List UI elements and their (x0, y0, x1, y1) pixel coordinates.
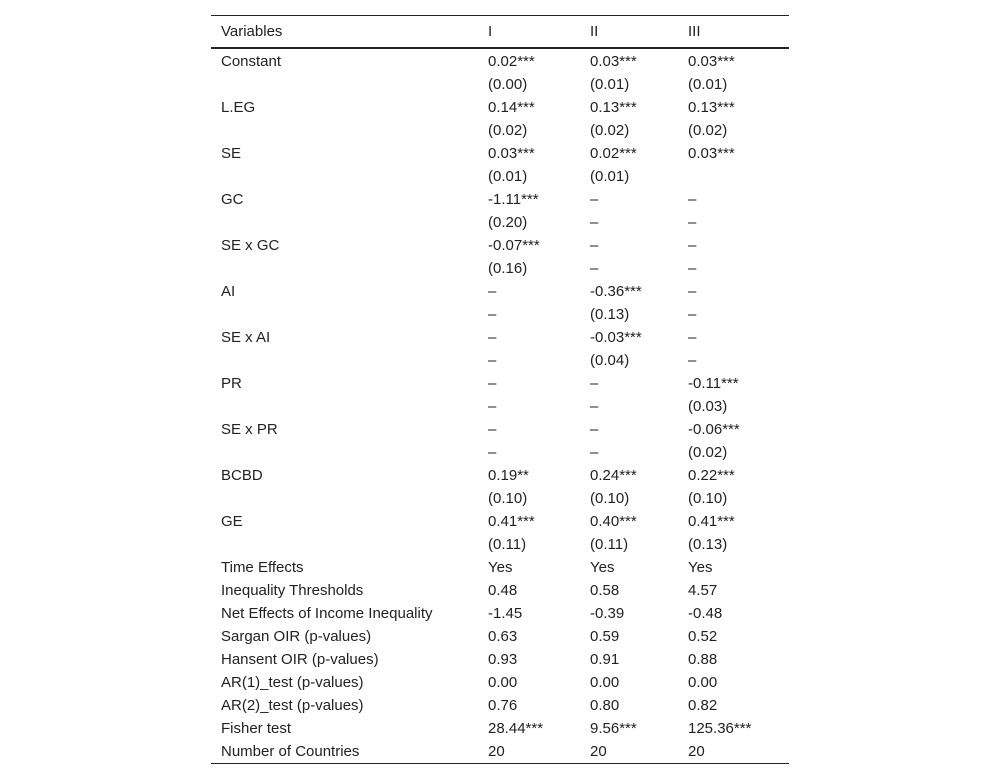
cell-model-iii: Yes (688, 559, 713, 576)
table-row (211, 556, 789, 579)
cell-model-iii: (0.01) (688, 76, 728, 93)
cell-variable (211, 119, 488, 142)
cell-variable: Sargan OIR (p-values) (221, 628, 372, 645)
cell-model-ii: (0.04) (590, 352, 630, 369)
table-row (211, 510, 789, 533)
cell-model-ii: 0.03*** (590, 53, 637, 70)
header-model-i: I (488, 16, 590, 49)
cell-model-ii: – (590, 260, 599, 277)
table-row (211, 48, 789, 73)
cell-model-i: – (488, 329, 497, 346)
cell-model-iii: (0.13) (688, 536, 728, 553)
table-row (211, 671, 789, 694)
cell-model-ii: 20 (590, 740, 688, 764)
cell-model-ii: – (590, 237, 599, 254)
cell-model-i: (0.01) (488, 168, 528, 185)
cell-variable (211, 211, 488, 234)
cell-model-iii: 20 (688, 740, 789, 764)
cell-model-iii: 0.13*** (688, 99, 735, 116)
table-header-row (211, 16, 789, 49)
cell-model-iii: (0.02) (688, 444, 728, 461)
cell-variable: BCBD (221, 467, 263, 484)
table-row (211, 625, 789, 648)
cell-model-iii: 0.03*** (688, 145, 735, 162)
cell-model-i: (0.10) (488, 490, 528, 507)
table-row (211, 188, 789, 211)
cell-model-ii: 9.56*** (590, 720, 637, 737)
cell-variable (211, 165, 488, 188)
cell-model-ii: 0.24*** (590, 467, 637, 484)
cell-model-i: – (488, 283, 497, 300)
cell-variable: PR (221, 375, 242, 392)
cell-model-ii: 0.58 (590, 582, 620, 599)
cell-model-i: (0.20) (488, 214, 528, 231)
cell-model-ii: – (590, 444, 599, 461)
table-row (211, 372, 789, 395)
cell-model-i: 20 (488, 740, 590, 764)
cell-model-ii: (0.02) (590, 122, 630, 139)
cell-model-iii: 0.82 (688, 697, 718, 714)
cell-variable: AI (221, 283, 236, 300)
cell-variable: Constant (221, 53, 282, 70)
cell-model-ii: (0.01) (590, 168, 630, 185)
cell-model-i: 0.41*** (488, 513, 535, 530)
cell-model-i: – (488, 444, 497, 461)
cell-variable: GC (221, 191, 244, 208)
cell-model-i: 28.44*** (488, 720, 544, 737)
table-row (211, 740, 789, 764)
cell-model-iii: 0.00 (688, 674, 718, 691)
cell-model-i: 0.76 (488, 697, 518, 714)
cell-model-iii: -0.06*** (688, 421, 740, 438)
cell-model-iii: – (688, 260, 697, 277)
cell-model-i: 0.19** (488, 467, 529, 484)
cell-model-i: 0.00 (488, 674, 518, 691)
cell-model-i: (0.11) (488, 536, 527, 553)
cell-model-iii: – (688, 306, 697, 323)
cell-model-iii: – (688, 237, 697, 254)
table-row (211, 694, 789, 717)
cell-model-iii: 0.41*** (688, 513, 735, 530)
cell-model-i: (0.16) (488, 260, 528, 277)
table-row (211, 717, 789, 740)
cell-model-iii: – (688, 191, 697, 208)
cell-variable (211, 349, 488, 372)
cell-model-iii: – (688, 329, 697, 346)
cell-model-ii: 0.80 (590, 697, 620, 714)
cell-model-iii: – (688, 214, 697, 231)
table-row (211, 280, 789, 303)
cell-model-iii: (0.02) (688, 122, 728, 139)
cell-model-iii: 0.22*** (688, 467, 735, 484)
table-row (211, 73, 789, 96)
table-row (211, 395, 789, 418)
cell-model-i: (0.00) (488, 76, 528, 93)
table-row (211, 211, 789, 234)
cell-variable: Number of Countries (211, 740, 488, 764)
table-body (211, 48, 789, 764)
table-row (211, 418, 789, 441)
cell-variable: Time Effects (221, 559, 304, 576)
table-row (211, 257, 789, 280)
cell-model-ii: -0.39 (590, 605, 625, 622)
cell-model-ii: (0.13) (590, 306, 630, 323)
cell-variable: Fisher test (221, 720, 292, 737)
cell-model-iii: 4.57 (688, 582, 718, 599)
table-row (211, 579, 789, 602)
table-row (211, 648, 789, 671)
cell-model-i: -1.45 (488, 605, 523, 622)
table-row (211, 303, 789, 326)
header-model-ii: II (590, 16, 688, 49)
cell-model-i: – (488, 352, 497, 369)
cell-variable (211, 533, 488, 556)
table-row (211, 602, 789, 625)
table-row (211, 441, 789, 464)
cell-variable (211, 73, 488, 96)
cell-variable (211, 441, 488, 464)
cell-model-ii: 0.59 (590, 628, 620, 645)
regression-table-container (211, 15, 789, 764)
cell-model-ii: -0.36*** (590, 283, 642, 300)
cell-variable: SE (221, 145, 242, 162)
cell-variable: GE (221, 513, 243, 530)
cell-model-iii (688, 165, 789, 188)
cell-model-i: 0.02*** (488, 53, 535, 70)
cell-model-ii: (0.01) (590, 76, 630, 93)
cell-model-i: 0.63 (488, 628, 518, 645)
cell-variable: Hansent OIR (p-values) (221, 651, 379, 668)
cell-variable (211, 487, 488, 510)
cell-model-i: 0.14*** (488, 99, 535, 116)
table-row (211, 464, 789, 487)
regression-table (211, 15, 789, 764)
cell-model-iii: 125.36*** (688, 720, 752, 737)
cell-model-i: – (488, 421, 497, 438)
cell-model-ii: 0.91 (590, 651, 620, 668)
table-row (211, 487, 789, 510)
cell-model-i: -1.11*** (488, 191, 539, 208)
cell-model-ii: – (590, 375, 599, 392)
cell-model-i: 0.03*** (488, 145, 535, 162)
cell-variable: L.EG (221, 99, 256, 116)
cell-variable: Inequality Thresholds (221, 582, 364, 599)
cell-model-ii: 0.13*** (590, 99, 637, 116)
cell-variable: SE x GC (221, 237, 280, 254)
cell-model-i: – (488, 306, 497, 323)
cell-model-ii: – (590, 214, 599, 231)
cell-model-iii: – (688, 352, 697, 369)
cell-variable: SE x PR (221, 421, 278, 438)
cell-variable (211, 395, 488, 418)
cell-model-ii: -0.03*** (590, 329, 642, 346)
cell-model-iii: -0.11*** (688, 375, 739, 392)
cell-model-iii: -0.48 (688, 605, 723, 622)
cell-variable: AR(2)_test (p-values) (221, 697, 364, 714)
table-row (211, 234, 789, 257)
cell-model-iii: (0.03) (688, 398, 728, 415)
table-row (211, 326, 789, 349)
cell-model-iii: – (688, 283, 697, 300)
cell-model-i: – (488, 375, 497, 392)
cell-variable: AR(1)_test (p-values) (221, 674, 364, 691)
cell-model-iii: 0.88 (688, 651, 718, 668)
cell-model-ii: – (590, 421, 599, 438)
cell-variable: Net Effects of Income Inequality (221, 605, 433, 622)
table-row (211, 533, 789, 556)
cell-model-ii: 0.00 (590, 674, 620, 691)
cell-model-iii: 0.52 (688, 628, 718, 645)
cell-model-iii: (0.10) (688, 490, 728, 507)
table-row (211, 96, 789, 119)
cell-model-ii: (0.11) (590, 536, 629, 553)
cell-model-i: -0.07*** (488, 237, 540, 254)
cell-model-iii: 0.03*** (688, 53, 735, 70)
cell-model-ii: 0.02*** (590, 145, 637, 162)
cell-model-ii: (0.10) (590, 490, 630, 507)
table-row (211, 349, 789, 372)
cell-model-ii: Yes (590, 559, 615, 576)
header-model-iii: III (688, 16, 789, 49)
header-variables: Variables (211, 16, 488, 49)
cell-model-i: 0.48 (488, 582, 518, 599)
cell-variable: SE x AI (221, 329, 271, 346)
table-row (211, 165, 789, 188)
cell-variable (211, 257, 488, 280)
cell-model-ii: – (590, 398, 599, 415)
cell-model-i: Yes (488, 559, 513, 576)
cell-model-i: (0.02) (488, 122, 528, 139)
cell-variable (211, 303, 488, 326)
cell-model-i: 0.93 (488, 651, 518, 668)
cell-model-ii: – (590, 191, 599, 208)
cell-model-ii: 0.40*** (590, 513, 637, 530)
table-row (211, 119, 789, 142)
table-row (211, 142, 789, 165)
cell-model-i: – (488, 398, 497, 415)
